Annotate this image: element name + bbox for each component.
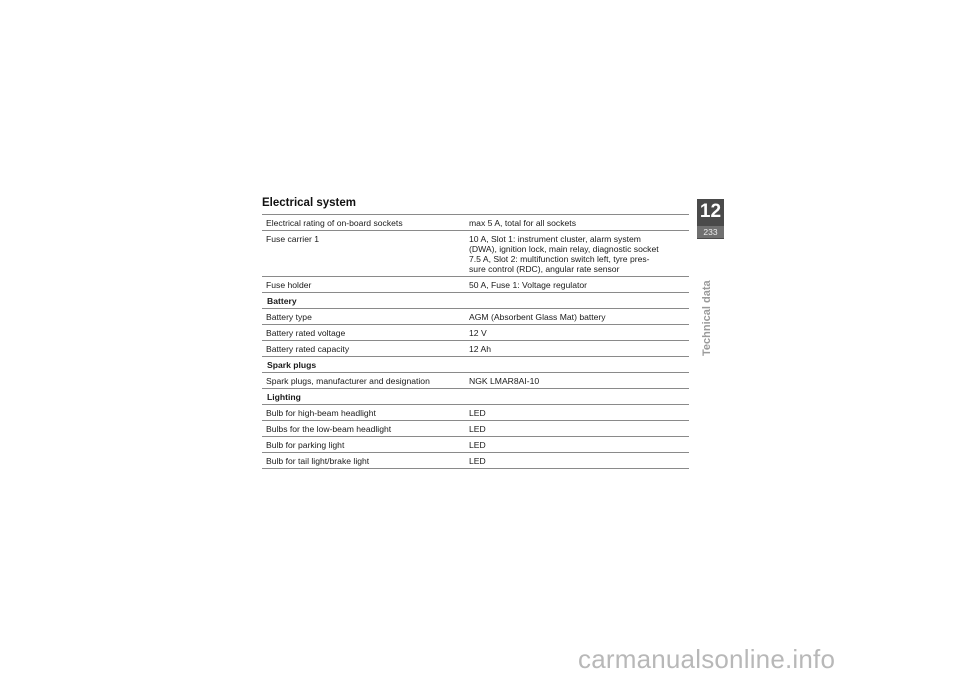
table-row xyxy=(262,309,689,325)
row-value: 12 V xyxy=(469,328,487,338)
table-row xyxy=(262,453,689,469)
row-value: LED xyxy=(469,440,486,450)
row-value: max 5 A, total for all sockets xyxy=(469,218,576,228)
row-value: 10 A, Slot 1: instrument cluster, alarm system (DWA), ignition lock, main relay, diagnostic socket 7.5 A, Slot 2: multifunction switch left, tyre pres- sure control (RDC), angular rate sensor xyxy=(469,234,659,274)
page-number: 233 xyxy=(697,226,724,238)
row-value: NGK LMAR8AI-10 xyxy=(469,376,540,386)
row-value: 50 A, Fuse 1: Voltage regulator xyxy=(469,280,588,290)
row-label: Battery rated voltage xyxy=(266,328,346,338)
row-label: Battery rated capacity xyxy=(266,344,350,354)
row-value: AGM (Absorbent Glass Mat) battery xyxy=(469,312,606,322)
row-label: Spark plugs, manufacturer and designation xyxy=(266,376,430,386)
row-label: Bulbs for the low-beam headlight xyxy=(266,424,392,434)
row-label: Bulb for high-beam headlight xyxy=(266,408,376,418)
table-section-header xyxy=(262,389,689,405)
section-header-label: Lighting xyxy=(267,392,301,402)
table-row xyxy=(262,341,689,357)
row-value: LED xyxy=(469,456,486,466)
chapter-name: Technical data xyxy=(701,280,713,356)
watermark-text: carmanualsonline.info xyxy=(578,644,836,674)
table-section-header xyxy=(262,357,689,373)
row-value: 12 Ah xyxy=(469,344,491,354)
chapter-number: 12 xyxy=(699,201,722,222)
row-label: Fuse carrier 1 xyxy=(266,234,320,244)
table-row xyxy=(262,215,689,231)
row-label: Bulb for tail light/brake light xyxy=(266,456,370,466)
section-header-label: Spark plugs xyxy=(267,360,317,370)
row-label: Battery type xyxy=(266,312,312,322)
table-row xyxy=(262,325,689,341)
table-row xyxy=(262,405,689,421)
table-row xyxy=(262,421,689,437)
section-header-label: Battery xyxy=(267,296,297,306)
section-title: Electrical system xyxy=(262,197,356,209)
table-section-header xyxy=(262,293,689,309)
table-row xyxy=(262,437,689,453)
table-row xyxy=(262,231,689,277)
row-label: Fuse holder xyxy=(266,280,312,290)
row-label: Electrical rating of on-board sockets xyxy=(266,218,403,228)
row-label: Bulb for parking light xyxy=(266,440,345,450)
table-row xyxy=(262,373,689,389)
row-value: LED xyxy=(469,408,486,418)
table-row xyxy=(262,277,689,293)
spec-table xyxy=(262,214,689,469)
row-value: LED xyxy=(469,424,486,434)
